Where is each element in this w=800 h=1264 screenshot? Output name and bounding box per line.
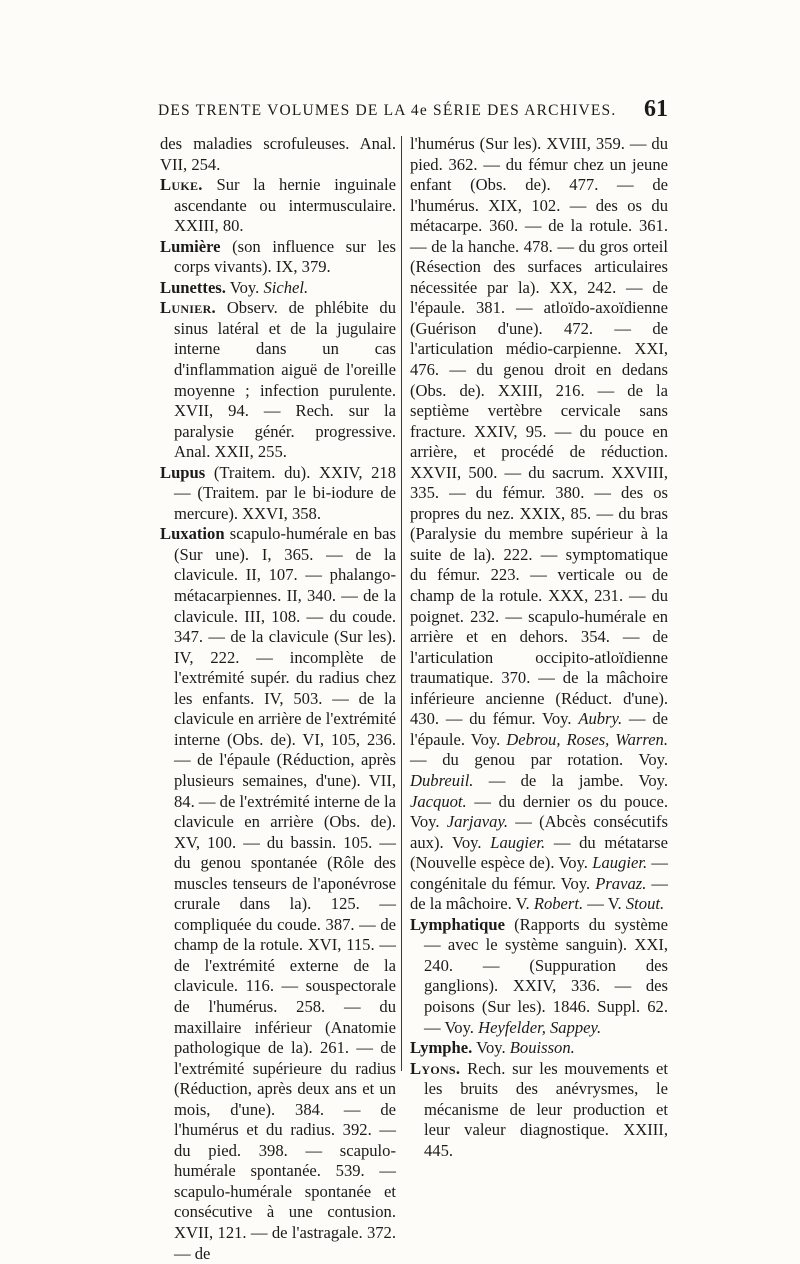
index-entry-lyons xyxy=(410,1059,668,1162)
entry-reference: Pravaz. xyxy=(595,873,647,893)
page-header xyxy=(158,96,668,126)
index-entry-lymphatique xyxy=(410,915,668,1038)
entry-headword: Luxation xyxy=(160,524,225,544)
entry-text: — de la mâchoire. V. xyxy=(410,873,668,914)
entry-headword: Lunier. xyxy=(160,298,216,318)
entry-text: — de la jambe. Voy. xyxy=(473,770,668,790)
entry-headword: Luke. xyxy=(160,175,203,195)
entry-text: Sur la hernie inguinale ascendante ou intermusculaire. XXIII, 80. xyxy=(174,175,396,236)
entry-headword: Lumière xyxy=(160,236,221,256)
index-entry-luke xyxy=(160,175,396,237)
index-entry-lupus xyxy=(160,463,396,525)
entry-text: (son influence sur les corps vivants). IX, 379. xyxy=(174,236,396,277)
entry-reference: Heyfelder, Sappey. xyxy=(478,1017,602,1037)
entry-reference: Sichel. xyxy=(263,277,309,297)
entry-headword: Lymphe. xyxy=(410,1038,473,1058)
index-entry-lunier xyxy=(160,298,396,462)
index-entry-luxation xyxy=(160,524,396,1264)
entry-text: — (Abcès consécutifs aux). Voy. xyxy=(410,812,668,852)
entry-headword: Lymphatique xyxy=(410,914,505,934)
entry-text: Voy. xyxy=(472,1038,510,1058)
entry-text: — V. xyxy=(583,894,626,914)
entry-reference: Aubry. xyxy=(578,709,623,729)
entry-text: scapulo-humérale en bas (Sur une). I, 365. — de la clavicule. II, 107. — phalango-métacarpiennes. II, 340. — de la clavicule. III, 108. — du coude. 347. — de la clavicule (Sur les). IV, 222. — incomplète de l'extrémité supér. du radius chez les enfants. IV, 503. — de la clavicule en arrière de l'extrémité interne (Obs. de). VI, 105, 236. — de l'épaule (Réduction, après plusieurs semaines, d'une). VII, 84. — de l'extrémité interne de la clavicule en arrière (Obs. de). XV, 100. — du bassin. 105. — du genou spontanée (Rôle des muscles tenseurs de l'aponévrose crurale dans la). 125. — compliquée du coude. 387. — de champ de la rotule. XVI, 115. — de l'extrémité externe de la clavicule. 116. — souspectorale de l'humérus. 258. — du maxillaire inférieur (Anatomie pathologique de la). 261. — de l'extrémité supérieure du radius (Réduction, après deux ans et un mois, d'une). 384. — de l'humérus et du radius. 392. — du pied. 398. — scapulo-humérale spontanée. 539. — scapulo-humérale spontanée et consécutive à une contusion. XVII, 121. — de l'astragale. 372. — de xyxy=(174,524,396,1263)
entry-headword: Lupus xyxy=(160,462,206,482)
entry-text: Rech. sur les mouvements et les bruits des anévrysmes, le mécanisme de leur production et leur valeur diagnostique. XXIII, 445. xyxy=(424,1058,668,1160)
entry-reference: Stout. xyxy=(625,894,665,914)
entry-reference: Jarjavay. xyxy=(446,812,509,832)
index-entry-continuation xyxy=(410,134,668,915)
entry-headword: Lyons. xyxy=(410,1058,461,1078)
entry-reference: Dubreuil. xyxy=(410,770,474,790)
entry-text: des maladies scrofuleuses. Anal. VII, 254. xyxy=(160,134,396,174)
entry-text: Observ. de phlébite du sinus latéral et de la jugulaire interne dans un cas d'inflammation aiguë de l'oreille moyenne ; infection purulente. XVII, 94. — Rech. sur la paralysie génér. progressive. Anal. XXII, 255. xyxy=(174,298,396,462)
index-entry-lunettes xyxy=(160,278,396,299)
entry-reference: Robert. xyxy=(533,894,584,914)
entry-reference: Debrou, Roses, Warren. xyxy=(506,729,668,749)
entry-text: — du genou par rotation. Voy. xyxy=(410,750,668,770)
page-number: 61 xyxy=(644,96,668,122)
entry-text: — du métatarse (Nouvelle espèce de). Voy. xyxy=(410,832,668,873)
entry-reference: Laugier. xyxy=(490,832,546,852)
running-title: DES TRENTE VOLUMES DE LA 4e SÉRIE DES ARCHIVES. xyxy=(158,102,617,119)
entry-reference: Bouisson. xyxy=(509,1038,575,1058)
entry-text: — du dernier os du pouce. Voy. xyxy=(410,791,668,832)
entry-text: — de l'épaule. Voy. xyxy=(410,709,668,749)
left-column xyxy=(160,134,396,1264)
column-divider xyxy=(401,136,402,1071)
entry-headword: Lunettes. xyxy=(160,277,226,297)
index-entry-lymphe xyxy=(410,1038,668,1059)
index-entry-continuation xyxy=(160,134,396,175)
entry-text: (Traitem. du). XXIV, 218 — (Traitem. par le bi-iodure de mercure). XXVI, 358. xyxy=(174,462,396,523)
entry-reference: Jacquot. xyxy=(410,791,467,811)
entry-text: — congénitale du fémur. Voy. xyxy=(410,853,668,893)
entry-text: (Rapports du système — avec le système sanguin). XXI, 240. — (Suppuration des ganglions). XXIV, 336. — des poisons (Sur les). 1846. Suppl. 62. — Voy. xyxy=(424,914,668,1037)
entry-text: l'humérus (Sur les). XVIII, 359. — du pied. 362. — du fémur chez un jeune enfant (Obs. de). 477. — de l'humérus. XIX, 102. — des os du métacarpe. 360. — de la rotule. 361. — de la hanche. 478. — du gros orteil (Résection des surfaces articulaires nécessitée par la). XX, 242. — de l'épaule. 381. — atloïdo-axoïdienne (Guérison d'une). 472. — de l'articulation médio-carpienne. XXI, 476. — du genou droit en dedans (Obs. de). XXIII, 216. — de la septième vertèbre cervicale sans fracture. XXIV, 95. — du pouce en arrière, et procédé de réduction. XXVII, 500. — du sacrum. XXVIII, 335. — du fémur. 380. — des os propres du nez. XXIX, 85. — du bras (Paralysie du membre supérieur à la suite de la). 222. — symptomatique du fémur. 223. — verticale ou de champ de la rotule. XXX, 231. — du poignet. 232. — scapulo-humérale en arrière et en dehors. 354. — de l'articulation occipito-atloïdienne traumatique. 370. — de la mâchoire inférieure ancienne (Réduct. d'une). 430. — du fémur. Voy. xyxy=(410,134,668,729)
right-column xyxy=(410,134,668,1161)
entry-text: Voy. xyxy=(225,277,264,297)
entry-reference: Laugier. xyxy=(592,853,648,873)
index-entry-lumiere xyxy=(160,237,396,278)
